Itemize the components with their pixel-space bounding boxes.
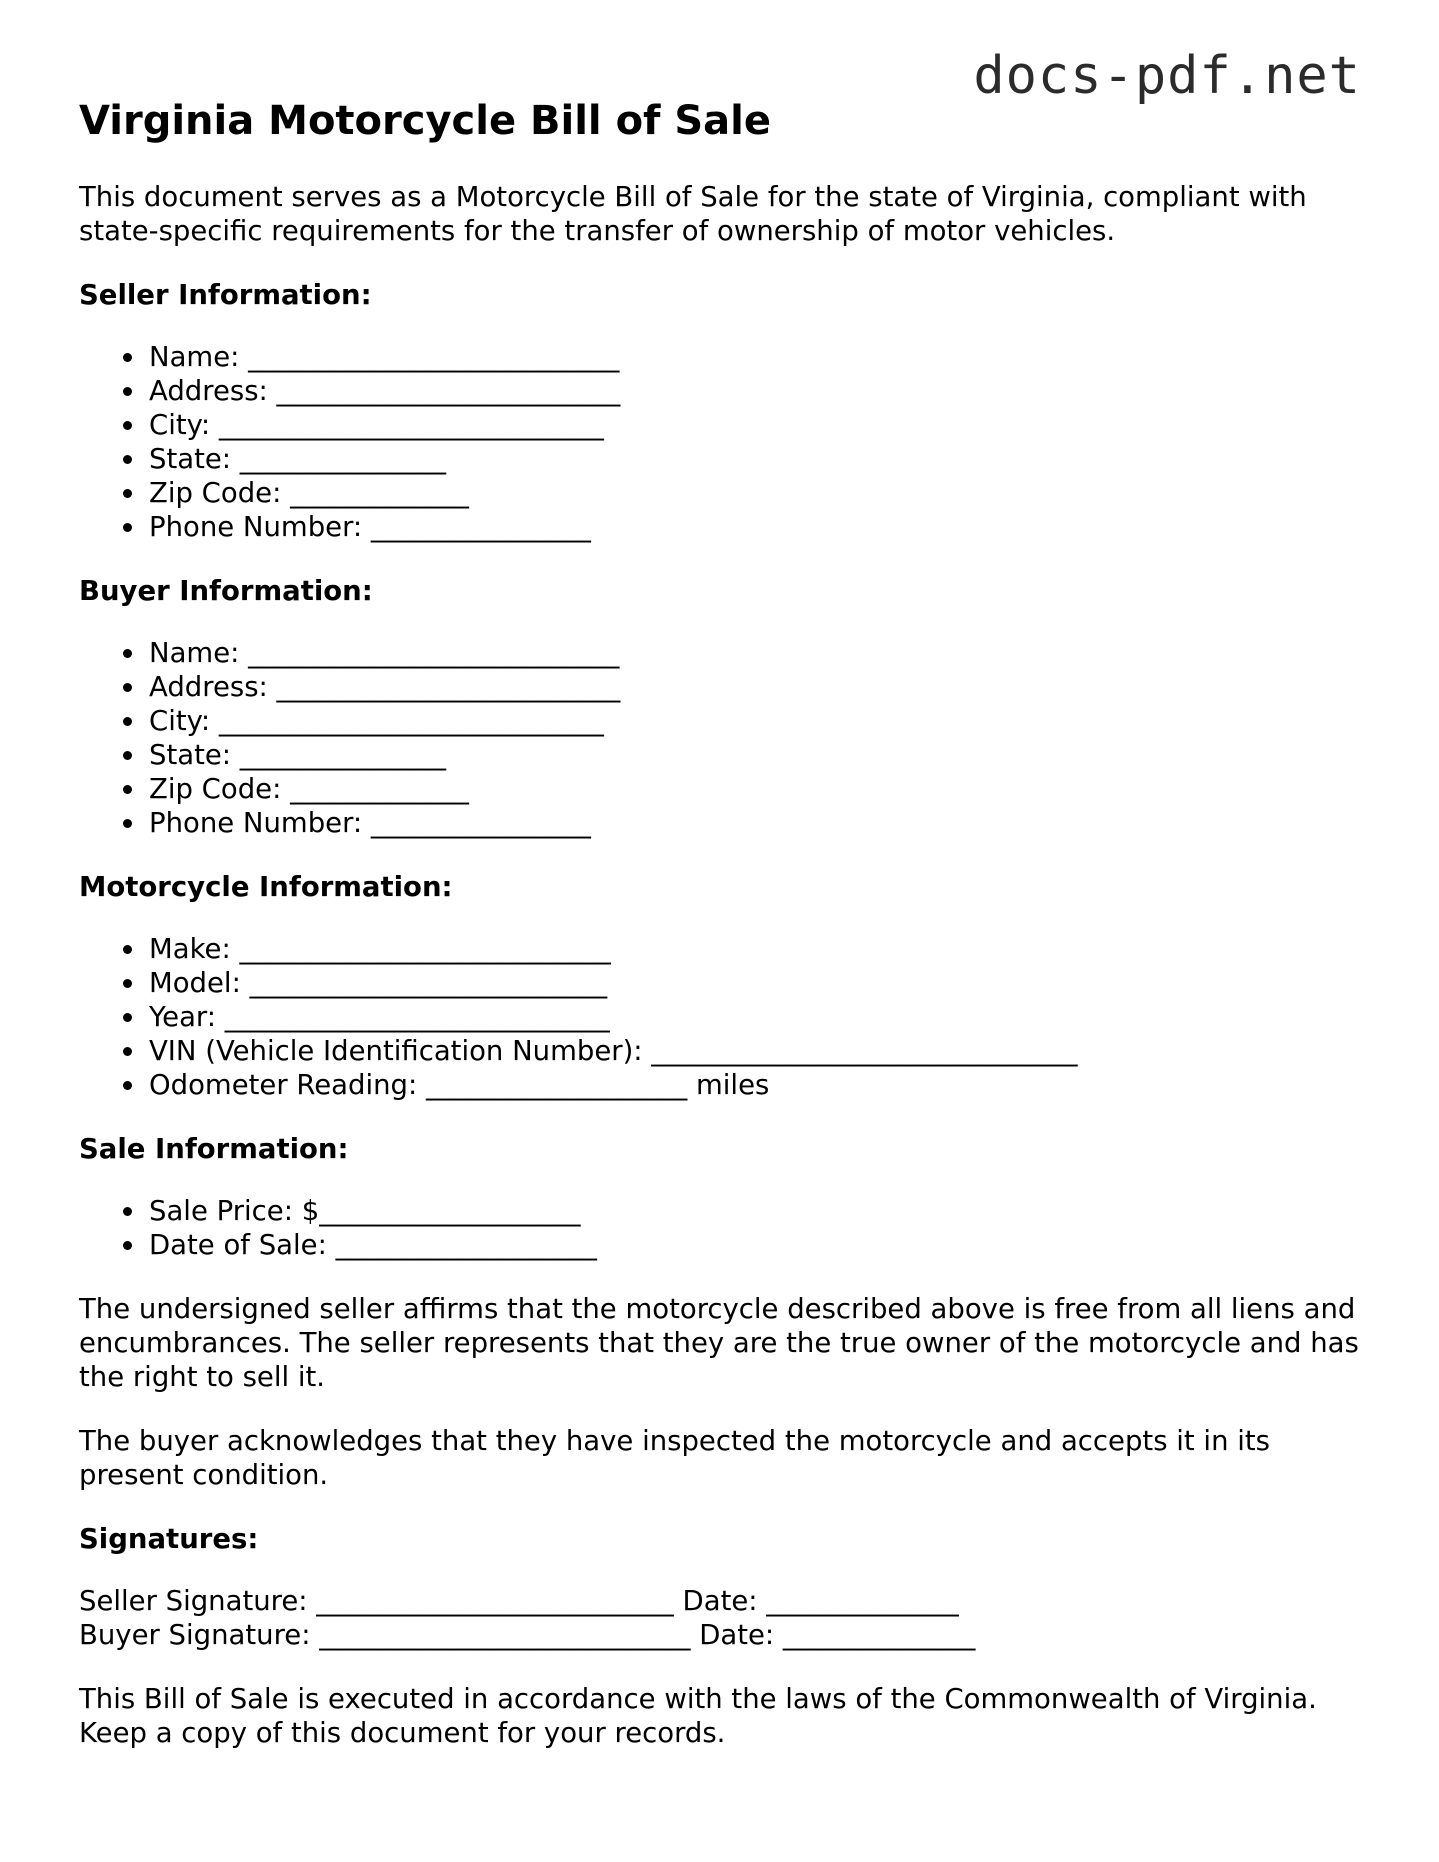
motorcycle-section-heading: Motorcycle Information: bbox=[79, 871, 453, 903]
buyer-address-field: Address: _________________________ bbox=[149, 670, 1369, 704]
buyer-zip-field: Zip Code: _____________ bbox=[149, 772, 1369, 806]
seller-section-heading: Seller Information: bbox=[79, 279, 372, 311]
sale-field-list bbox=[79, 1194, 1369, 1262]
motorcycle-field-list bbox=[79, 932, 1369, 1102]
buyer-name-field: Name: ___________________________ bbox=[149, 636, 1369, 670]
seller-zip-field: Zip Code: _____________ bbox=[149, 476, 1369, 510]
document-body bbox=[79, 96, 1369, 1750]
signature-block bbox=[79, 1584, 1369, 1652]
buyer-signature-line: Buyer Signature: ___________________________ Date: ______________ bbox=[79, 1619, 976, 1651]
closing-paragraph: This Bill of Sale is executed in accordance with the laws of the Commonwealth of Virginia. Keep a copy of this document for your records. bbox=[79, 1683, 1317, 1749]
motorcycle-vin-field: VIN (Vehicle Identification Number): _______________________________ bbox=[149, 1034, 1369, 1068]
motorcycle-odometer-field: Odometer Reading: ___________________ miles bbox=[149, 1068, 1369, 1102]
buyer-phone-field: Phone Number: ________________ bbox=[149, 806, 1369, 840]
seller-name-field: Name: ___________________________ bbox=[149, 340, 1369, 374]
watermark-text: docs-pdf.net bbox=[973, 46, 1361, 106]
intro-paragraph: This document serves as a Motorcycle Bill of Sale for the state of Virginia, compliant with state-specific requirements for the transfer of ownership of motor vehicles. bbox=[79, 181, 1307, 247]
motorcycle-model-field: Model: __________________________ bbox=[149, 966, 1369, 1000]
seller-affirmation-paragraph: The undersigned seller affirms that the motorcycle described above is free from all liens and encumbrances. The seller represents that they are the true owner of the motorcycle and has the right to sell it. bbox=[79, 1293, 1359, 1393]
signatures-section-heading: Signatures: bbox=[79, 1523, 259, 1555]
document-title: Virginia Motorcycle Bill of Sale bbox=[79, 98, 772, 144]
sale-section-heading: Sale Information: bbox=[79, 1133, 349, 1165]
seller-field-list bbox=[79, 340, 1369, 544]
buyer-acknowledgment-paragraph: The buyer acknowledges that they have inspected the motorcycle and accepts it in its present condition. bbox=[79, 1425, 1270, 1491]
sale-price-field: Sale Price: $___________________ bbox=[149, 1194, 1369, 1228]
buyer-field-list bbox=[79, 636, 1369, 840]
seller-address-field: Address: _________________________ bbox=[149, 374, 1369, 408]
motorcycle-make-field: Make: ___________________________ bbox=[149, 932, 1369, 966]
motorcycle-year-field: Year: ____________________________ bbox=[149, 1000, 1369, 1034]
buyer-city-field: City: ____________________________ bbox=[149, 704, 1369, 738]
buyer-state-field: State: _______________ bbox=[149, 738, 1369, 772]
sale-date-field: Date of Sale: ___________________ bbox=[149, 1228, 1369, 1262]
seller-city-field: City: ____________________________ bbox=[149, 408, 1369, 442]
seller-state-field: State: _______________ bbox=[149, 442, 1369, 476]
seller-phone-field: Phone Number: ________________ bbox=[149, 510, 1369, 544]
buyer-section-heading: Buyer Information: bbox=[79, 575, 373, 607]
seller-signature-line: Seller Signature: __________________________ Date: ______________ bbox=[79, 1585, 959, 1617]
